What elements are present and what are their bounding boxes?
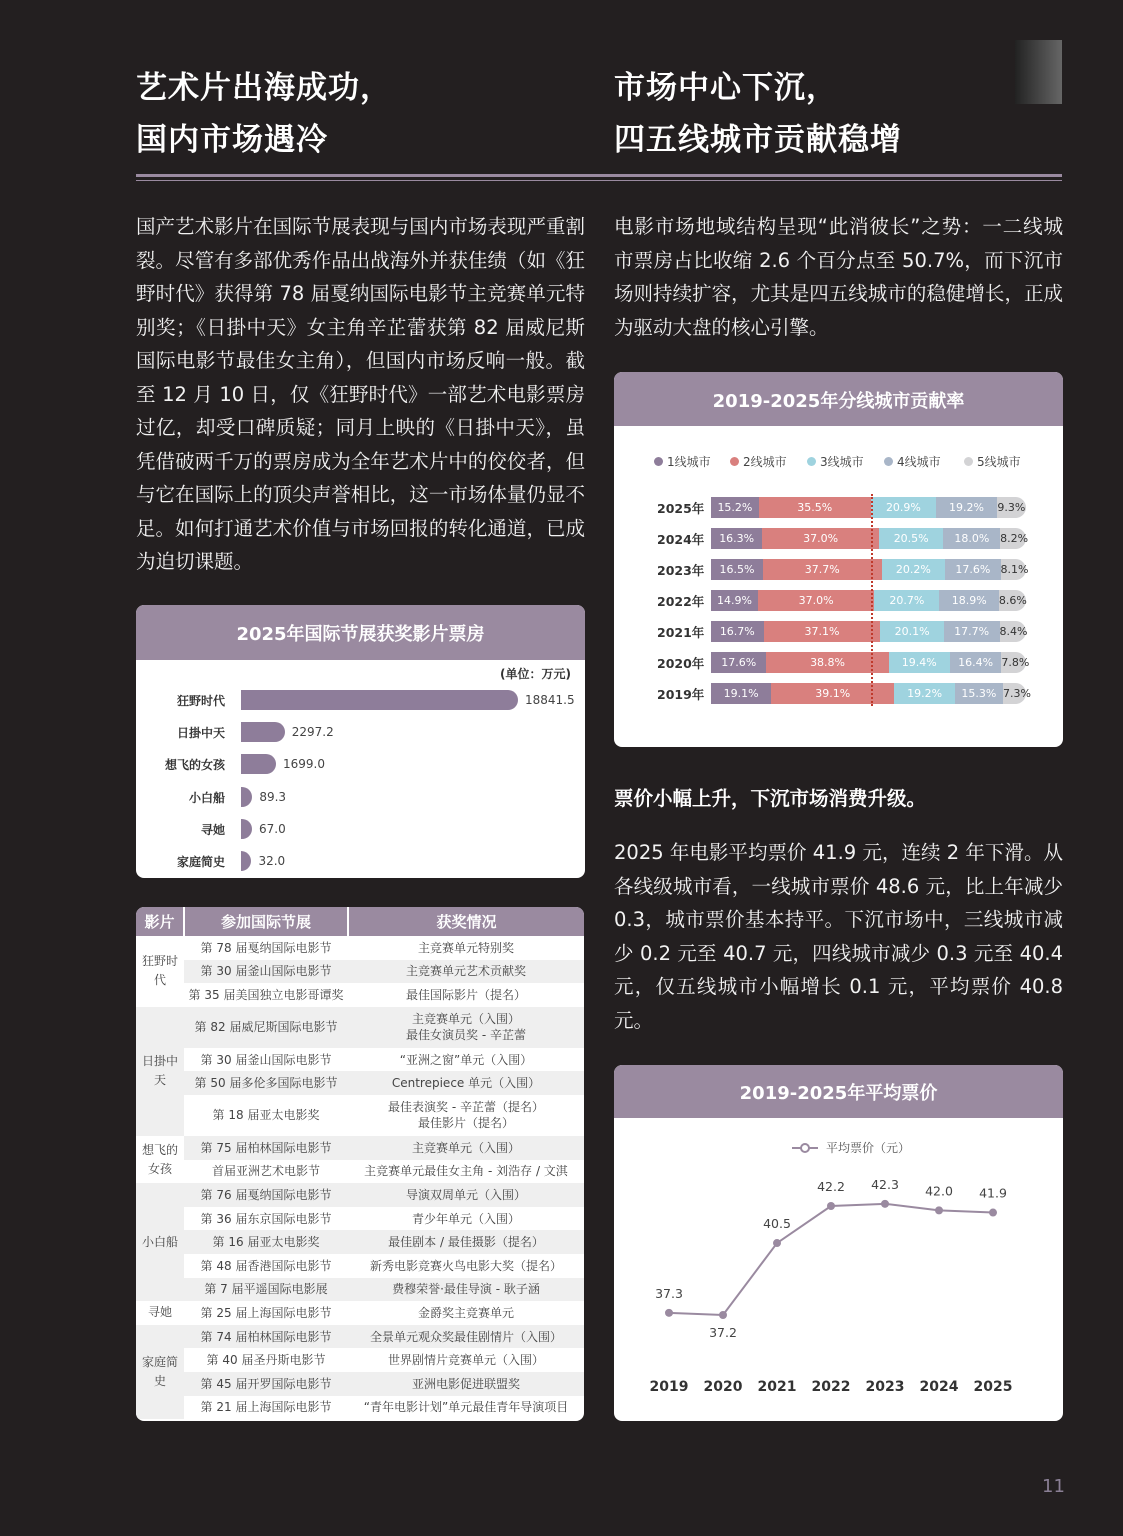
table-row [136,1095,584,1136]
legend-item [792,1141,910,1155]
stacked-segment: 35.5% [759,497,871,518]
film-cell: 狂野时代 [136,936,184,1007]
award-cell: 亚洲电影促进联盟奖 [348,1372,584,1396]
table-row [136,1348,584,1372]
ticket-price-chart [614,1065,1063,1421]
header-film: 影片 [136,907,184,936]
city-tier-chart [614,372,1063,747]
festival-cell: 第 74 届柏林国际电影节 [184,1325,348,1349]
header-awards: 获奖情况 [348,907,584,936]
award-cell: “青年电影计划”单元最佳青年导演项目 [363,1400,569,1415]
film-cell: 寻她 [136,1301,184,1325]
award-cell: 主竞赛单元（入围） [348,1136,584,1160]
film-cell: 想飞的女孩 [136,1136,184,1183]
table-row [136,1301,584,1325]
reference-line [871,494,873,706]
bar-value: 67.0 [258,821,286,836]
award-cell: 新秀电影竞赛火鸟电影大奖（提名） [369,1258,562,1273]
award-cell: 主竞赛单元艺术贡献奖 [348,960,584,984]
award-cell: 费穆荣誉·最佳导演 - 耿子涵 [348,1278,584,1302]
x-tick-label: 2025 [973,1379,1013,1395]
award-cell: 金爵奖主竞赛单元 [417,1305,514,1320]
bar-value: 32.0 [258,854,286,868]
data-label: 42.0 [925,1183,953,1199]
stacked-segment: 19.2% [936,497,996,518]
table-row [136,1136,584,1160]
left-title [136,62,392,166]
bar [241,787,252,807]
x-tick-label: 2020 [703,1379,743,1395]
table-row [136,1254,584,1278]
header-festival: 参加国际节展 [184,907,348,936]
table-row [136,1396,584,1420]
stacked-segment: 16.5% [711,559,763,580]
stacked-segment: 37.0% [758,590,874,611]
stacked-segment: 20.2% [882,559,946,580]
legend-item [730,453,787,470]
stacked-segment: 20.1% [880,621,943,642]
legend-label: 平均票价（元） [826,1141,911,1155]
stacked-segment: 37.7% [763,559,882,580]
award-cell: Centrepiece 单元（入围） [348,1071,584,1095]
award-cell: 最佳表演奖 - 辛芷蕾（提名） 最佳影片（提名） [388,1100,544,1131]
table-row [136,936,584,960]
stacked-segment: 8.1% [1001,559,1026,580]
stacked-segment: 16.3% [711,528,762,549]
festival-cell: 第 76 届戛纳国际电影节 [184,1183,348,1207]
chart-title: 2019-2025年平均票价 [614,1065,1063,1118]
stacked-segment: 7.3% [1003,683,1026,704]
data-label: 37.2 [709,1325,737,1340]
legend-label: 4线城市 [897,455,941,469]
stacked-segment: 37.0% [762,528,879,549]
festival-cell: 第 16 届亚太电影奖 [184,1230,348,1254]
year-label: 2024年 [657,532,705,547]
legend-dot [730,457,739,466]
table-row [136,1183,584,1207]
festival-cell: 第 78 届戛纳国际电影节 [200,940,332,955]
data-label: 42.3 [871,1176,899,1192]
bar-label: 狂野时代 [176,694,225,708]
award-cell: 主竞赛单元（入围） 最佳女演员奖 - 辛芷蕾 [348,1007,584,1048]
festival-cell: 第 30 届釜山国际电影节 [200,1052,332,1067]
bar-label: 家庭简史 [176,855,225,869]
festival-table [136,907,584,1421]
year-label: 2019年 [657,687,705,702]
festival-cell: 第 50 届多伦多国际电影节 [184,1071,348,1095]
legend-item [654,453,711,470]
right-paragraph: 电影市场地域结构呈现“此消彼长”之势：一二线城市票房占比收缩 2.6 个百分点至 50.7%，而下沉市场则持续扩容，尤其是四五线城市的稳健增长，正成为驱动大盘的核心引擎。 [614,215,1063,339]
stacked-segment: 19.1% [711,683,771,704]
festival-cell: 第 40 届圣丹斯电影节 [206,1353,326,1368]
award-cell: “亚洲之窗”单元（入围） [399,1052,533,1067]
year-label: 2025年 [657,501,705,516]
subheading: 票价小幅上升，下沉市场消费升级。 [614,787,927,810]
table-row [136,1071,584,1095]
award-cell: 导演双周单元（入围） [348,1183,584,1207]
x-tick-label: 2023 [865,1379,905,1395]
legend-dot [964,457,973,466]
bar-value: 1699.0 [282,757,325,772]
data-point [989,1209,997,1217]
table-row [136,1048,584,1072]
table-row [136,1207,584,1231]
bar [241,722,285,742]
data-label: 37.3 [655,1285,683,1301]
x-tick-label: 2022 [811,1379,851,1395]
award-cell: 青少年单元（入围） [411,1211,520,1226]
legend-label: 1线城市 [667,455,711,469]
film-cell: 家庭简史 [136,1325,184,1419]
data-label: 41.9 [979,1185,1007,1201]
bar-value: 89.3 [259,789,287,804]
festival-cell: 第 21 届上海国际电影节 [200,1400,332,1415]
legend-item [884,453,941,470]
bar-label: 想飞的女孩 [164,758,225,773]
festival-cell: 第 7 届平遥国际电影展 [184,1278,348,1302]
bar [241,851,251,871]
bar-value: 18841.5 [525,693,575,707]
data-label: 40.5 [763,1216,791,1232]
stacked-segment: 8.6% [999,590,1026,611]
stacked-segment: 8.2% [1000,528,1026,549]
chart-title: 2025年国际节展获奖影片票房 [136,605,585,660]
bar-value: 2297.2 [291,725,334,740]
unit-label: (单位：万元) [500,667,571,681]
stacked-segment: 18.9% [939,590,998,611]
stacked-segment: 39.1% [771,683,894,704]
page-number: 11 [1042,1476,1065,1497]
data-point [881,1200,889,1208]
festival-cell: 第 36 届东京国际电影节 [200,1211,332,1226]
legend-label: 2线城市 [743,455,787,469]
series-line [669,1204,993,1315]
legend-dot [884,457,893,466]
right-title [614,62,902,166]
legend-marker [801,1144,809,1152]
stacked-segment: 14.9% [711,590,758,611]
stacked-segment: 19.2% [894,683,954,704]
film-cell: 小白船 [136,1183,184,1301]
stacked-segment: 20.5% [879,528,944,549]
title-line: 国内市场遇冷 [136,122,328,158]
stacked-segment: 15.3% [955,683,1003,704]
stacked-segment: 9.3% [997,497,1026,518]
legend-label: 5线城市 [977,455,1021,469]
x-tick-label: 2019 [649,1379,689,1395]
award-cell: 最佳剧本 / 最佳摄影（提名） [348,1230,584,1254]
data-label: 42.2 [817,1179,845,1194]
film-cell: 日掛中天 [136,1007,184,1136]
legend-dot [807,457,816,466]
chart-title: 2019-2025年分线城市贡献率 [614,372,1063,426]
divider [136,174,1062,177]
festival-cell: 首届亚洲艺术电影节 [211,1164,320,1179]
bar-label: 小白船 [188,790,225,805]
festival-cell: 第 75 届柏林国际电影节 [184,1136,348,1160]
festival-cell: 第 25 届上海国际电影节 [200,1305,332,1320]
data-point [827,1202,835,1210]
x-tick-label: 2021 [757,1379,797,1395]
stacked-segment: 37.1% [764,621,881,642]
year-label: 2022年 [657,594,705,609]
stacked-segment: 17.6% [711,652,766,673]
data-point [665,1309,673,1317]
award-cell: 主竞赛单元特别奖 [417,940,514,955]
stacked-segment: 18.0% [943,528,1000,549]
table-row [136,1230,584,1254]
year-label: 2021年 [657,625,705,640]
year-label: 2023年 [657,563,705,578]
legend-dot [654,457,663,466]
year-label: 2020年 [657,656,705,671]
title-line: 市场中心下沉， [614,70,838,106]
festival-cell: 第 18 届亚太电影奖 [212,1108,320,1123]
title-line: 四五线城市贡献稳增 [614,122,902,158]
award-cell: 主竞赛单元最佳女主角 - 刘浩存 / 文淇 [364,1164,568,1179]
table-row [136,1325,584,1349]
data-point [935,1206,943,1214]
stacked-segment: 20.7% [874,590,939,611]
legend-item [964,453,1021,470]
ticket-paragraph: 2025 年电影平均票价 41.9 元，连续 2 年下滑。从各线级城市看，一线城市票价 48.6 元，比上年减少 0.3，城市票价基本持平。下沉市场中，三线城市减少 0.2 元至 40.7 元，四线城市减少 0.3 元至 40.4 元，仅五线城市小幅增长 0.1 元，平均票价 40.8 元。 [614,841,1063,1032]
table-row [136,1278,584,1302]
festival-cell: 第 35 届美国独立电影哥谭奖 [188,987,344,1002]
bar-label: 日掛中天 [176,726,225,741]
box-office-chart [136,605,585,878]
award-cell: 最佳国际影片（提名） [405,987,526,1002]
stacked-segment: 38.8% [766,652,888,673]
stacked-segment: 8.4% [1000,621,1026,642]
stacked-segment: 16.4% [950,652,1002,673]
festival-cell: 第 45 届开罗国际电影节 [184,1372,348,1396]
stacked-segment: 19.4% [889,652,950,673]
award-cell: 全景单元观众奖最佳剧情片（入围） [348,1325,584,1349]
table-row [136,983,584,1007]
table-row [136,1160,584,1184]
bar [241,754,276,774]
legend-item [807,453,864,470]
data-point [773,1239,781,1247]
title-line: 艺术片出海成功， [136,70,392,106]
bar [241,690,518,710]
data-point [719,1311,727,1319]
stacked-segment: 15.2% [711,497,759,518]
stacked-segment: 17.6% [945,559,1000,580]
divider [136,180,1062,181]
festival-cell: 第 82 届威尼斯国际电影节 [184,1007,348,1048]
stacked-segment: 20.9% [871,497,937,518]
x-tick-label: 2024 [919,1379,959,1395]
table-row [136,1372,584,1396]
stacked-segment: 7.8% [1001,652,1026,673]
stacked-segment: 17.7% [944,621,1000,642]
festival-cell: 第 30 届釜山国际电影节 [184,960,348,984]
table-row [136,960,584,984]
table-row [136,1007,584,1048]
stacked-segment: 16.7% [711,621,764,642]
bar-label: 寻她 [200,822,225,837]
corner-decoration [1015,40,1062,104]
bar [241,819,252,839]
left-paragraph: 国产艺术影片在国际节展表现与国内市场表现严重割裂。尽管有多部优秀作品出战海外并获佳绩（如《狂野时代》获得第 78 届戛纳国际电影节主竞赛单元特别奖；《日掛中天》女主角辛芷蕾获第 82 届威尼斯国际电影节最佳女主角），但国内市场反响一般。截至 12 月 10 日，仅《狂野时代》一部艺术电影票房过亿，却受口碑质疑；同月上映的《日掛中天》，虽凭借破两千万的票房成为全年艺术片中的佼佼者，但与它在国际上的顶尖声誉相比，这一市场体量仍显不足。如何打通艺术价值与市场回报的转化通道，已成为迫切课题。 [136,215,585,573]
legend-label: 3线城市 [820,455,864,469]
festival-cell: 第 48 届香港国际电影节 [200,1258,332,1273]
award-cell: 世界剧情片竞赛单元（入围） [387,1353,544,1368]
